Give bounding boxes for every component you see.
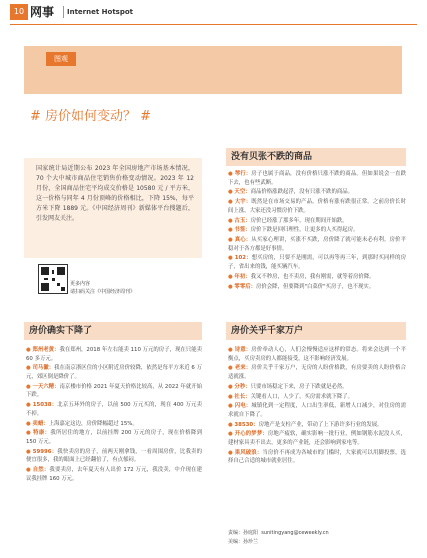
- comment-text: 从买家心理讲，买涨不买跌，房价降了就可能未必有利。房价平稳对于各方都是好事情。: [228, 237, 406, 252]
- comment-item: [228, 198, 406, 215]
- commenter-name: 102：: [234, 255, 252, 262]
- comment-item: [228, 449, 406, 466]
- bullet-icon: ●: [228, 421, 235, 428]
- commenter-name: 果风破浪：: [234, 449, 263, 456]
- bullet-icon: ●: [26, 402, 33, 409]
- commenter-name: 郑州老黄：: [32, 347, 60, 353]
- bullet-icon: ●: [26, 383, 33, 390]
- magazine-brand: 网事: [30, 5, 55, 19]
- commenter-name: 分秒：: [234, 383, 251, 390]
- bullet-icon: ●: [228, 273, 235, 280]
- intro-text: 国家统计局近期公布 2023 年全国房地产市场基本情况，70 个大中城市商品住宅销售价格变动情况。2023 年 12 月份，全国商品住宅平均成交价格是 10580 元 / 平方米，这一价格与同年 4 月份顶峰的价格相比，下降 15%，每平方米下降 1889 元。《中国经济周刊》新媒体平台搜题后，引发网友关注。: [36, 165, 194, 222]
- page-number: 10: [10, 4, 28, 20]
- comment-item: [228, 170, 406, 187]
- comments-down: [26, 346, 202, 484]
- comment-item: [26, 383, 202, 400]
- comment-text: 既然是在市场交易的产品，价格有涨有跌很正常。之前房价长时间上涨，大家还没习惯房价下跌。: [228, 199, 406, 214]
- comment-text: 我在南京浙区住的小区附近房价较降，依然是每平方米近 6 万元，郊区倒是降价了。: [26, 365, 202, 380]
- comment-text: 房价牵动人心，人们会慢慢适应这样的常态。将来会达到一个平衡点，买房卖房的人都能接受，这不影响经济发展。: [228, 347, 406, 362]
- commenter-name: 司马徽：: [32, 365, 55, 372]
- bullet-icon: ●: [228, 383, 235, 390]
- header-divider: [63, 6, 64, 18]
- bullet-icon: ●: [228, 449, 235, 456]
- bullet-icon: ●: [26, 467, 33, 474]
- qr-caption: [70, 280, 135, 296]
- bullet-icon: ●: [228, 227, 235, 234]
- comment-item: [228, 188, 406, 197]
- comment-item: [26, 448, 202, 465]
- commenter-name: 真心：: [234, 237, 252, 244]
- section-title-down: 房价确实下降了: [29, 326, 93, 336]
- commenter-name: 社长：: [234, 393, 251, 400]
- bullet-icon: ●: [228, 365, 235, 372]
- comment-text: 我又不秒房，也不卖房，我有刚需，就等着房价降。: [250, 273, 375, 280]
- comment-text: 我在郑州，2018 年左右能卖 110 万元的房子，现在只能卖 60 多万元。: [26, 347, 202, 362]
- bullet-icon: ●: [26, 448, 33, 455]
- commenter-name: 闪电：: [234, 403, 252, 410]
- comment-text: 关键看人口，人少了，买房需求就下降了。: [250, 393, 354, 400]
- page-header: [0, 0, 427, 26]
- comment-item: [26, 364, 202, 381]
- bullet-icon: ●: [228, 189, 235, 196]
- qr-caption-line-2: 请扫码关注《中国经济周刊》: [70, 289, 136, 295]
- bullet-icon: ●: [228, 347, 235, 353]
- comment-text: 房地产疲软，确实影响一批行业，例如钢筋水泥没人买，建材家具卖不出去，更多的产业链，还会影响到家电等。: [228, 431, 406, 447]
- comment-text: 北京五环外的房子，以前 500 万元买的，现在 400 万元卖不掉。: [26, 402, 202, 417]
- art-label: 美编：: [228, 539, 244, 545]
- editor-name: 孙庭阳: [243, 530, 259, 536]
- comment-item: [228, 254, 406, 271]
- section-title-thousands: 房价关乎千家万户: [231, 326, 304, 336]
- bullet-icon: ●: [228, 217, 235, 224]
- comment-item: [26, 401, 202, 418]
- comment-item: [228, 217, 406, 226]
- commenter-name: 自然：: [32, 467, 50, 474]
- commenter-name: 古玉：: [234, 217, 251, 224]
- editor-email: sunitingyang@ceweekly.cn: [261, 530, 329, 536]
- bullet-icon: ●: [228, 393, 235, 400]
- commenter-name: 年初：: [234, 273, 251, 280]
- comment-item: [228, 273, 406, 282]
- editor-credit: [228, 530, 329, 537]
- comment-text: 房地产是支柱产业，带动了上下游许多行业的发展。: [258, 421, 383, 428]
- section-name: Internet Hotspot: [67, 8, 133, 16]
- editor-label: 责编：: [228, 530, 244, 536]
- column-tag: 图观: [46, 52, 76, 66]
- comment-text: 房价关乎千家万户，无房的人盼价格跌，有房要卖的人盼价格合适就涨。: [228, 365, 406, 380]
- comment-item: [26, 346, 202, 363]
- bullet-icon: ●: [26, 420, 33, 427]
- commenter-name: 书签：: [234, 227, 251, 234]
- commenter-name: 38530：: [234, 421, 259, 428]
- bullet-icon: ●: [26, 347, 33, 353]
- commenter-name: 天空：: [234, 189, 251, 196]
- comment-item: [228, 383, 406, 392]
- comment-item: [26, 466, 202, 483]
- comment-text: 只要市场稳定下来，房子下跌就是必然。: [250, 383, 348, 390]
- bullet-icon: ●: [228, 431, 235, 438]
- comment-item: [228, 393, 406, 402]
- comment-item: [228, 346, 406, 363]
- comment-item: [228, 236, 406, 253]
- comment-text: 房价已经涨了那多年，现在期间开始跌。: [250, 217, 348, 224]
- comment-text: 我快卖房的房子，前两天刚拿钱，一看周围房价，比我卖的便宜很多，我的眼面上已经翻倍了，有点郁闷。: [26, 448, 202, 464]
- bullet-icon: ●: [228, 255, 235, 262]
- comment-item: [228, 226, 406, 235]
- commenter-name: 一天六精：: [32, 383, 60, 390]
- comments-thousands: [228, 346, 406, 467]
- commenter-name: 卖蜡：: [32, 420, 49, 427]
- bullet-icon: ●: [228, 171, 235, 177]
- comment-text: 上海嘉定这边，房价降幅超过 15%。: [48, 420, 138, 427]
- comment-text: 当房价不再成为各城市的门槛时，大家就可以用脚投票，选择自己合适的城市就业居住。: [228, 449, 406, 465]
- commenter-name: 开心的梦梦：: [234, 431, 268, 438]
- banner-band: [24, 46, 402, 94]
- qr-caption-line-1: 更多内容: [70, 281, 91, 287]
- commenter-name: 59996：: [32, 448, 58, 455]
- commenter-name: 诗意：: [234, 347, 252, 353]
- comment-text: 城镇化到一定程度，人口出生率低，新增人口减少，对住房的需求就自下降了。: [228, 403, 406, 418]
- comment-text: 我所居住的地方，以前挂牌 200 万元的房子，现在价格降到 150 万元。: [26, 430, 202, 445]
- comments-no-stop: [228, 170, 406, 292]
- comment-text: 商品价格涨跌起浮，没有只涨不跌的商品。: [250, 189, 354, 196]
- bullet-icon: ●: [228, 237, 235, 244]
- comment-text: 我要卖房，去年夏天有人出价 172 万元，我没卖，中介现在建议我挂牌 160 万元。: [26, 467, 202, 482]
- bullet-icon: ●: [228, 283, 235, 290]
- bullet-icon: ●: [26, 365, 33, 372]
- comment-text: 房价下跌是回归理性，让更多的人买得起房。: [250, 227, 359, 234]
- article-title: # 房价如何变动？ #: [30, 109, 152, 124]
- art-credit: [228, 539, 258, 546]
- comment-item: [228, 421, 406, 430]
- commenter-name: 大宇：: [234, 199, 252, 206]
- art-name: 孙珍兰: [243, 539, 259, 545]
- comment-item: [26, 420, 202, 429]
- commenter-name: 琴行：: [234, 171, 252, 177]
- bullet-icon: ●: [228, 199, 235, 206]
- commenter-name: 15038：: [32, 402, 58, 409]
- header-rule: [10, 24, 417, 25]
- comment-item: [26, 429, 202, 446]
- bullet-icon: ●: [228, 403, 235, 410]
- comment-text: 南京楼市价格 2021 年夏天价格比较高，从 2022 年就开始下跌。: [26, 383, 202, 399]
- commenter-name: 特康：: [33, 430, 51, 437]
- commenter-name: 零零后：: [234, 283, 256, 290]
- qr-code-icon[interactable]: [38, 264, 68, 294]
- section-title-no-stop: 没有贝张不跌的商品: [231, 152, 313, 162]
- comment-item: [228, 430, 406, 447]
- comment-item: [228, 364, 406, 381]
- comment-item: [228, 283, 406, 292]
- comment-text: 想买房的，只要不是刚需，可以再等再三年，到那时买同样的房子，省出来的钱，能买辆汽车。: [228, 255, 406, 271]
- commenter-name: 老来：: [234, 365, 252, 372]
- comment-text: 房价会降，但要降到"白菜价"买房子，也不现实。: [256, 283, 375, 290]
- comment-text: 房子也属于商品，没有价格只涨不跌的商品。但如果说会一直跌下去，也有些武断。: [228, 171, 406, 186]
- comment-item: [228, 402, 406, 419]
- bullet-icon: ●: [26, 430, 34, 437]
